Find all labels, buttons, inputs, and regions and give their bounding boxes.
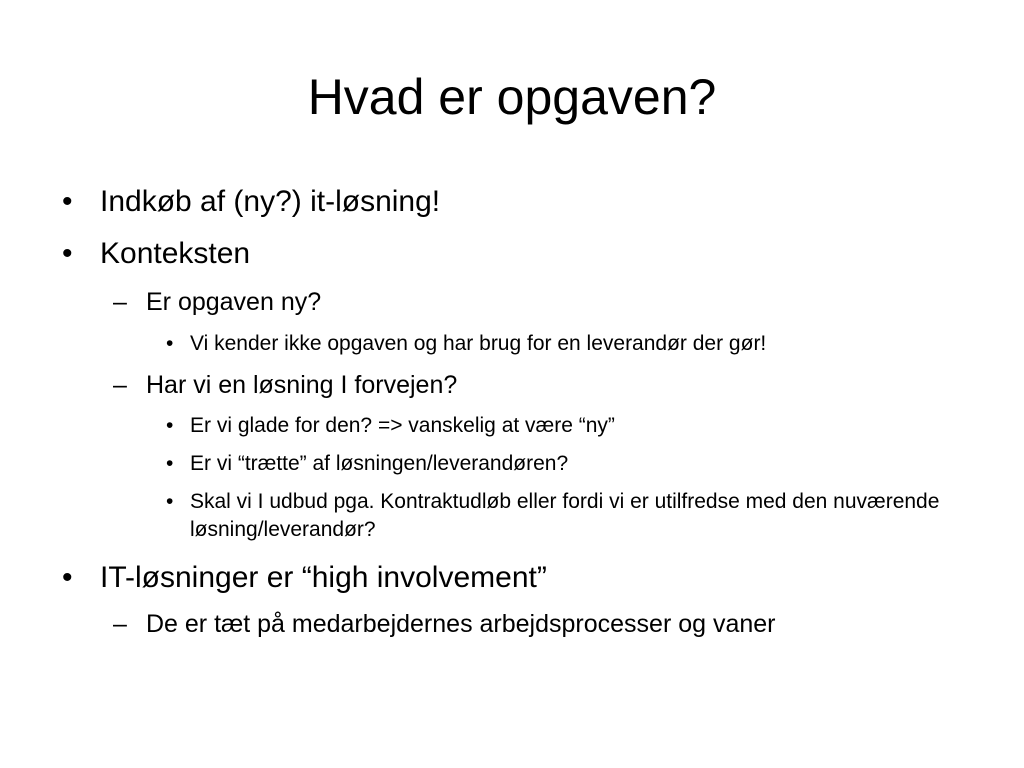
sub-bullet-text: Er vi “trætte” af løsningen/leverandøren? [190, 452, 569, 475]
dash-text: De er tæt på medarbejdernes arbejdsprocesser og vaner [146, 610, 776, 638]
dash-text: Har vi en løsning I forvejen? [146, 371, 458, 399]
dash-icon: – [113, 288, 127, 316]
bullet-text: Konteksten [100, 237, 251, 270]
sub-bullet-text: Vi kender ikke opgaven og har brug for en leverandør der gør! [190, 332, 767, 355]
bullet-icon: • [166, 490, 174, 513]
slide-title: Hvad er opgaven? [307, 69, 717, 125]
dash-icon: – [113, 610, 127, 638]
sub-bullet-text: Skal vi I udbud pga. Kontraktudløb eller fordi vi er utilfredse med den nuværende løsning/leverandør? [190, 490, 940, 541]
dash-icon: – [113, 371, 127, 399]
bullet-icon: • [62, 561, 73, 594]
bullet-icon: • [166, 332, 174, 355]
dash-text: Er opgaven ny? [146, 288, 322, 316]
bullet-icon: • [62, 185, 73, 218]
bullet-text: IT-løsninger er “high involvement” [100, 561, 547, 594]
bullet-text: Indkøb af (ny?) it-løsning! [100, 185, 441, 218]
bullet-icon: • [166, 414, 174, 437]
bullet-icon: • [166, 452, 174, 475]
sub-bullet-text: Er vi glade for den? => vanskelig at være “ny” [190, 414, 615, 437]
bullet-icon: • [62, 237, 73, 270]
